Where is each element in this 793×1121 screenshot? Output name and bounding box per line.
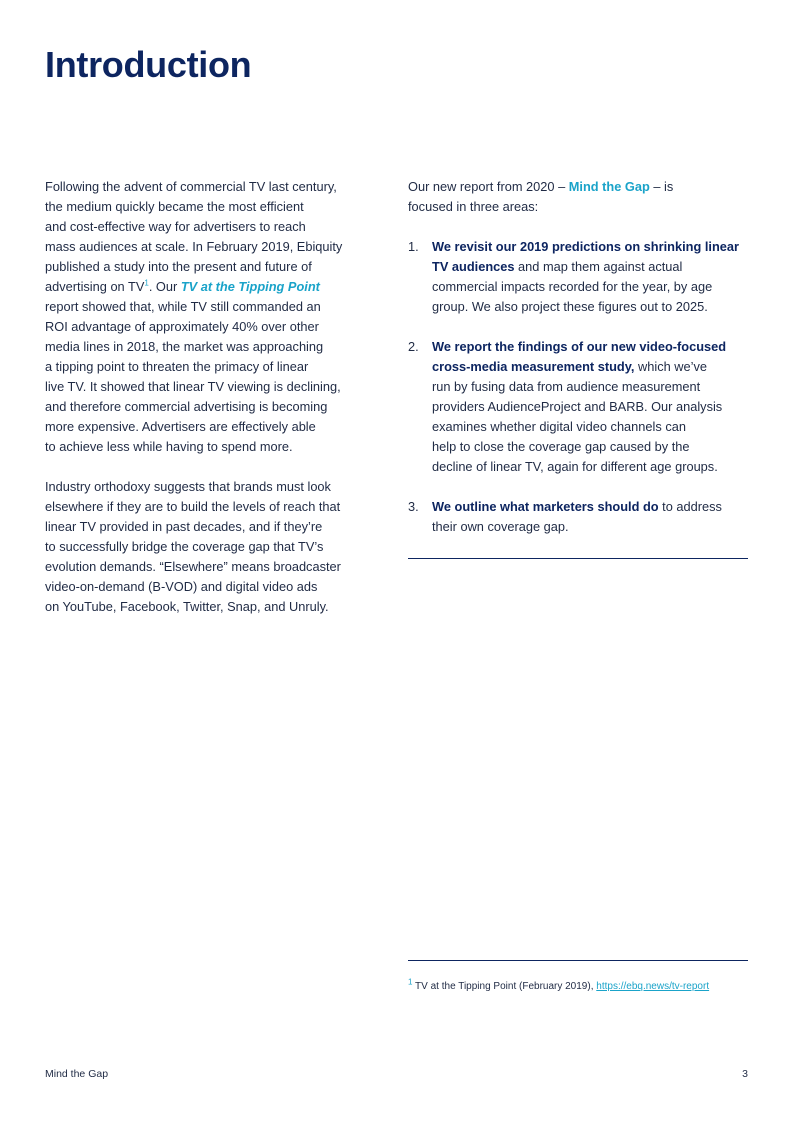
text-line: and cost-effective way for advertisers to reach <box>45 219 306 234</box>
intro-paragraph-1 <box>45 177 375 457</box>
footnote-divider <box>408 960 748 961</box>
text-line: Following the advent of commercial TV last century, <box>45 179 337 194</box>
text-line: elsewhere if they are to build the levels of reach that <box>45 499 341 514</box>
text-line: run by fusing data from audience measurement <box>432 379 701 394</box>
text-line: linear TV provided in past decades, and if they’re <box>45 519 323 534</box>
list-number: 3. <box>408 499 419 514</box>
text-fragment: and map them against actual <box>514 259 683 274</box>
text-fragment: advertising on TV <box>45 279 145 294</box>
list-item <box>408 237 748 317</box>
text-line: a tipping point to threaten the primacy of linear <box>45 359 309 374</box>
list-number: 2. <box>408 339 419 354</box>
text-line <box>432 337 748 357</box>
text-line <box>432 497 748 517</box>
text-fragment: Our new report from 2020 – <box>408 179 569 194</box>
text-line: and therefore commercial advertising is becoming <box>45 399 328 414</box>
text-line: help to close the coverage gap caused by the <box>432 439 690 454</box>
text-fragment: which we’ve <box>634 359 708 374</box>
text-line: media lines in 2018, the market was approaching <box>45 339 324 354</box>
bold-text: We revisit our 2019 predictions on shrinking linear <box>432 239 739 254</box>
text-line: commercial impacts recorded for the year, by age <box>432 279 713 294</box>
text-line <box>408 177 748 197</box>
text-line <box>45 277 375 297</box>
text-line: their own coverage gap. <box>432 519 569 534</box>
paragraph-spacer <box>45 457 375 477</box>
bold-text: cross-media measurement study, <box>432 359 635 374</box>
text-line <box>432 237 748 257</box>
text-line: decline of linear TV, again for different age groups. <box>432 459 718 474</box>
text-line: Industry orthodoxy suggests that brands must look <box>45 479 331 494</box>
text-line: on YouTube, Facebook, Twitter, Snap, and Unruly. <box>45 599 329 614</box>
footnote <box>408 977 753 994</box>
text-line: live TV. It showed that linear TV viewing is declining, <box>45 379 341 394</box>
text-line: the medium quickly became the most efficient <box>45 199 304 214</box>
text-line: ROI advantage of approximately 40% over other <box>45 319 319 334</box>
right-column <box>408 177 748 537</box>
bold-text: TV audiences <box>432 259 515 274</box>
text-line: video-on-demand (B-VOD) and digital video ads <box>45 579 318 594</box>
text-fragment: . Our <box>148 279 181 294</box>
text-line: to successfully bridge the coverage gap that TV’s <box>45 539 324 554</box>
footnote-marker: 1 <box>408 977 413 987</box>
text-line: focused in three areas: <box>408 199 539 214</box>
page-title: Introduction <box>45 44 252 85</box>
text-line <box>432 357 748 377</box>
report-intro <box>408 177 748 217</box>
report-name-link[interactable]: Mind the Gap <box>568 179 650 194</box>
bold-text: We report the findings of our new video-focused <box>432 339 727 354</box>
footnote-text: TV at the Tipping Point (February 2019), <box>412 981 597 992</box>
paragraph-spacer <box>408 317 748 337</box>
footnote-reference[interactable]: 1 <box>144 278 149 288</box>
text-line: mass audiences at scale. In February 2019, Ebiquity <box>45 239 343 254</box>
text-line: providers AudienceProject and BARB. Our analysis <box>432 399 723 414</box>
text-line: evolution demands. “Elsewhere” means broadcaster <box>45 559 341 574</box>
section-divider <box>408 558 748 559</box>
text-fragment: to address <box>658 499 722 514</box>
text-line: published a study into the present and future of <box>45 259 312 274</box>
text-line <box>432 257 748 277</box>
text-line: group. We also project these figures out to 2025. <box>432 299 708 314</box>
text-line: examines whether digital video channels can <box>432 419 686 434</box>
list-item <box>408 497 748 537</box>
footnote-link[interactable]: https://ebq.news/tv-report <box>596 981 710 992</box>
list-item <box>408 337 748 477</box>
text-line: to achieve less while having to spend more. <box>45 439 293 454</box>
intro-paragraph-2 <box>45 477 375 617</box>
text-line: report showed that, while TV still commanded an <box>45 299 321 314</box>
paragraph-spacer <box>408 217 748 237</box>
list-number: 1. <box>408 239 419 254</box>
bold-text: We outline what marketers should do <box>432 499 659 514</box>
left-column <box>45 177 375 617</box>
report-title-link[interactable]: TV at the Tipping Point <box>180 279 320 294</box>
paragraph-spacer <box>408 477 748 497</box>
text-fragment: – is <box>649 179 674 194</box>
text-line: more expensive. Advertisers are effectively able <box>45 419 316 434</box>
page-number: 3 <box>742 1068 748 1080</box>
footer-title: Mind the Gap <box>45 1068 109 1080</box>
